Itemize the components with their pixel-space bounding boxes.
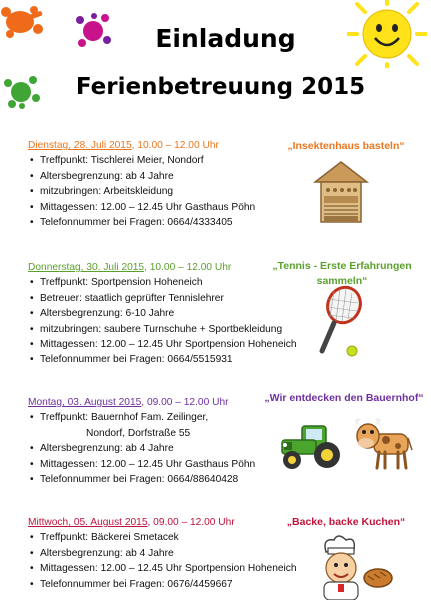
list-item: • mitzubringen: saubere Turnschuhe + Sportbekleidung	[40, 322, 288, 337]
event-1-time: , 10.00 – 12.00 Uhr	[131, 140, 219, 151]
list-item: • Treffpunkt: Bäckerei Smetacek	[40, 530, 288, 545]
event-1-header	[28, 138, 288, 153]
list-item: • Altersbegrenzung: ab 4 Jahre	[40, 546, 288, 561]
list-item: • Telefonnummer bei Fragen: 0664/88640428	[40, 472, 288, 487]
event-1	[28, 138, 288, 230]
baker-icon	[316, 534, 396, 600]
insect-house-icon	[313, 160, 369, 224]
tennis-racket-icon	[316, 285, 364, 359]
list-item: • Altersbegrenzung: ab 4 Jahre	[40, 169, 288, 184]
event-3-header	[28, 395, 288, 410]
list-item: • Treffpunkt: Sportpension Hoheneich	[40, 275, 288, 290]
page-title: Einladung	[155, 24, 296, 53]
event-4	[28, 515, 297, 592]
list-item: • Mittagessen: 12.00 – 12.45 Uhr Gasthaus Pöhn	[40, 200, 288, 215]
event-2-date: Donnerstag, 30. Juli 2015	[28, 262, 145, 273]
list-item: • Altersbegrenzung: ab 4 Jahre	[40, 441, 288, 456]
list-item: • Telefonnummer bei Fragen: 0664/5515931	[40, 352, 288, 367]
event-2	[28, 260, 297, 368]
event-4-activity: „Backe, backe Kuchen“	[286, 516, 406, 528]
event-4-time: , 09.00 – 12.00 Uhr	[147, 517, 235, 528]
list-item: • Mittagessen: 12.00 – 12.45 Uhr Sportpension Hoheneich	[40, 337, 288, 352]
event-2-time: , 10.00 – 12.00 Uhr	[144, 262, 232, 273]
list-item: • Mittagessen: 12.00 – 12.45 Uhr Gasthaus Pöhn	[40, 457, 288, 472]
event-2-header	[28, 260, 288, 275]
page-subtitle: Ferienbetreuung 2015	[75, 74, 366, 100]
list-item: • Altersbegrenzung: 6-10 Jahre	[40, 306, 288, 321]
event-3-date: Montag, 03. August 2015	[28, 397, 142, 408]
event-2-details	[28, 275, 297, 367]
tractor-icon	[276, 418, 346, 470]
cow-icon	[352, 416, 414, 472]
list-item: • Mittagessen: 12.00 – 12.45 Uhr Sportpension Hoheneich	[40, 561, 288, 576]
event-1-date: Dienstag, 28. Juli 2015	[28, 140, 132, 151]
event-3-time: , 09.00 – 12.00 Uhr	[141, 397, 229, 408]
event-1-details	[28, 153, 288, 230]
list-item: • mitzubringen: Arbeitskleidung	[40, 184, 288, 199]
list-item: • Telefonnummer bei Fragen: 0676/4459667	[40, 577, 288, 592]
event-2-activity-line1: „Tennis - Erste Erfahrungen	[272, 260, 412, 272]
event-3-activity: „Wir entdecken den Bauernhof“	[264, 392, 424, 404]
list-item: Nondorf, Dorfstraße 55	[86, 427, 191, 439]
event-4-date: Mittwoch, 05. August 2015	[28, 517, 148, 528]
list-item: • Treffpunkt: Bauernhof Fam. Zeilinger,	[40, 410, 288, 425]
event-4-header	[28, 515, 288, 530]
event-3	[28, 395, 288, 487]
event-1-activity: „Insektenhaus basteln“	[287, 140, 405, 152]
list-item: • Betreuer: staatlich geprüfter Tennislehrer	[40, 291, 288, 306]
event-3-details	[28, 410, 288, 487]
list-item: • Treffpunkt: Tischlerei Meier, Nondorf	[40, 153, 288, 168]
event-4-details	[28, 530, 297, 592]
list-item: • Telefonnummer bei Fragen: 0664/4333405	[40, 215, 288, 230]
event-2-activity-line2: sammeln“	[316, 275, 368, 287]
